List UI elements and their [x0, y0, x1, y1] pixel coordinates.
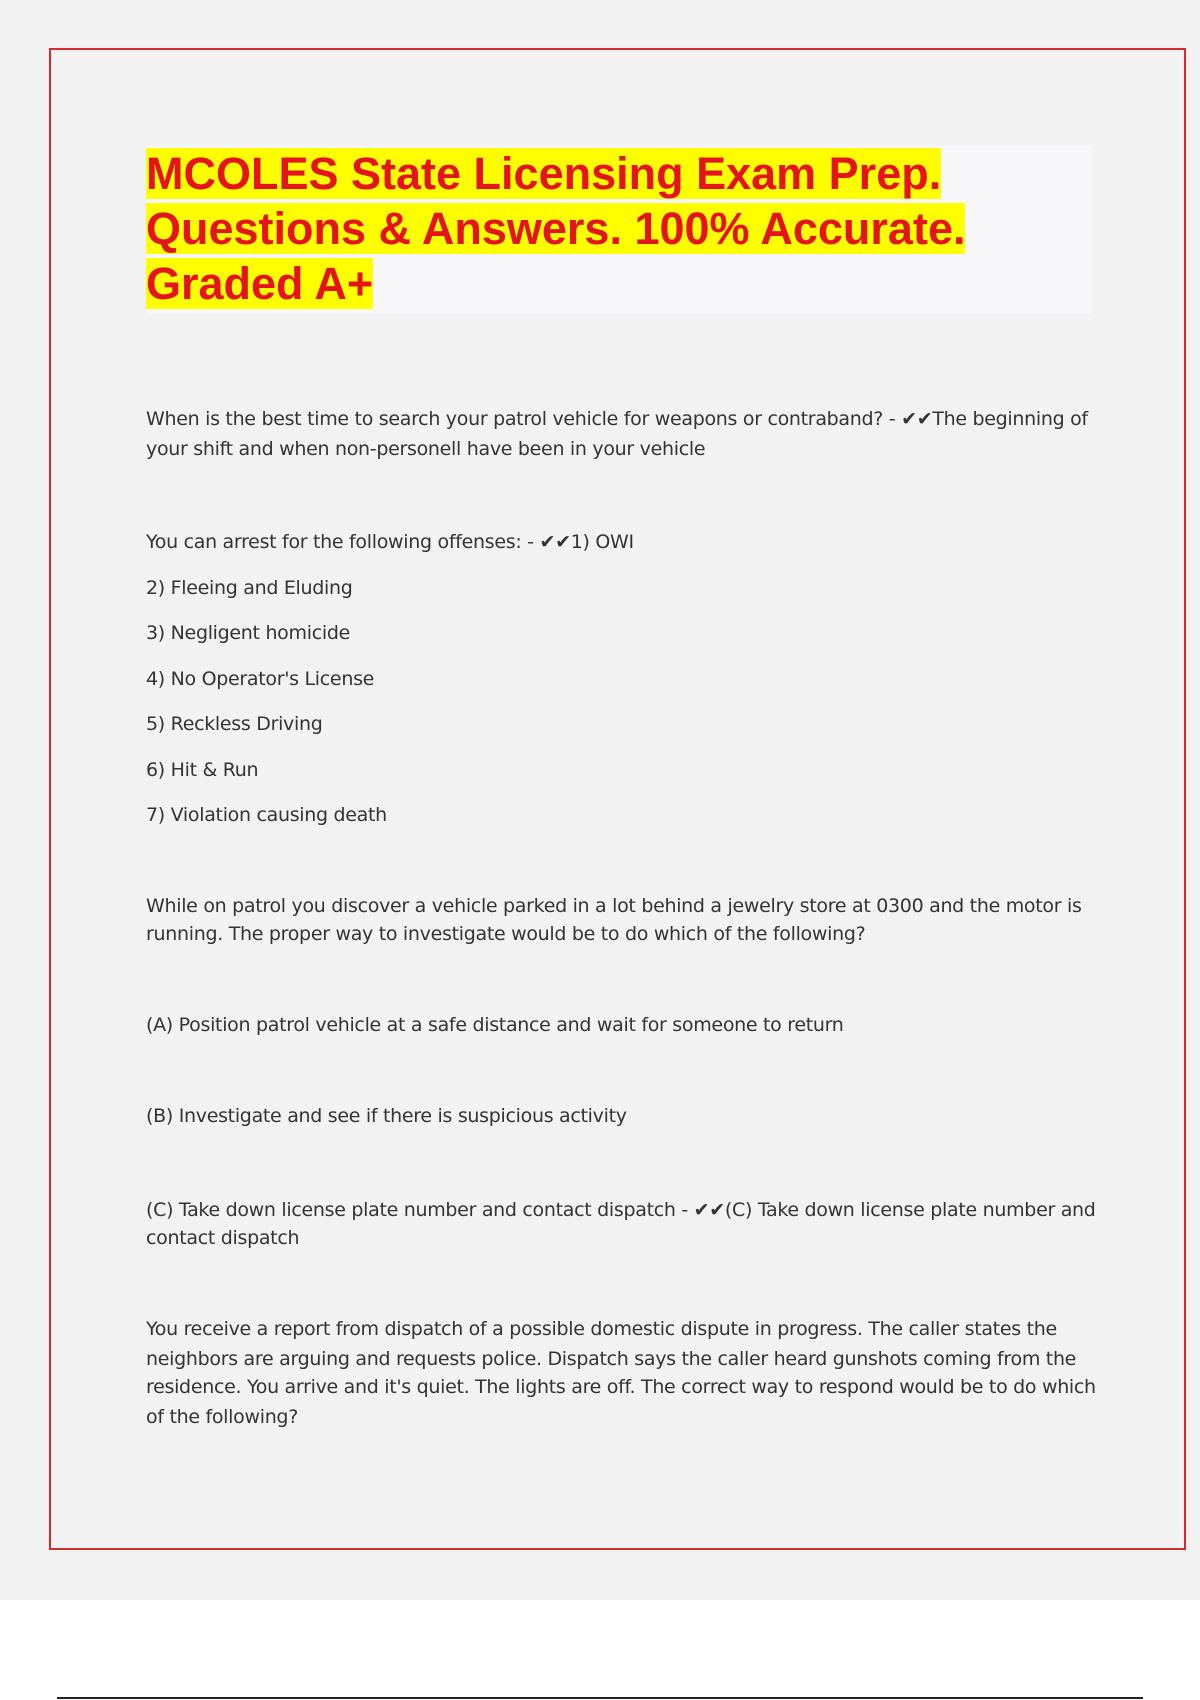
list-item: 5) Reckless Driving	[146, 713, 323, 735]
qa4-line-1: You receive a report from dispatch of a possible domestic dispute in progress. The caller states the	[146, 1318, 1057, 1340]
qa3-option-c-line-2: contact dispatch	[146, 1227, 300, 1249]
qa2-question: You can arrest for the following offenses: - ✔✔1) OWI	[146, 531, 634, 553]
qa4-line-4: of the following?	[146, 1406, 298, 1428]
qa3-line-1: While on patrol you discover a vehicle parked in a lot behind a jewelry store at 0300 and the motor is	[146, 895, 1082, 917]
qa3-option-c-line-1: (C) Take down license plate number and contact dispatch - ✔✔(C) Take down license plate number and	[146, 1199, 1096, 1221]
qa1-line-2: your shift and when non-personell have been in your vehicle	[146, 438, 706, 460]
qa4-line-2: neighbors are arguing and requests police. Dispatch says the caller heard gunshots coming from the	[146, 1348, 1077, 1370]
qa4-line-3: residence. You arrive and it's quiet. The lights are off. The correct way to respond would be to do which	[146, 1376, 1096, 1398]
list-item: 6) Hit & Run	[146, 759, 259, 781]
qa3-line-2: running. The proper way to investigate would be to do which of the following?	[146, 923, 866, 945]
qa3-option-a: (A) Position patrol vehicle at a safe distance and wait for someone to return	[146, 1014, 844, 1036]
title-block	[146, 146, 1092, 314]
list-item: 4) No Operator's License	[146, 668, 375, 690]
title-line-2: Questions & Answers. 100% Accurate.	[146, 203, 966, 254]
document-title	[146, 146, 1092, 311]
footer-divider	[57, 1697, 1143, 1699]
title-line-1: MCOLES State Licensing Exam Prep.	[146, 148, 942, 199]
qa3-option-b: (B) Investigate and see if there is suspicious activity	[146, 1105, 627, 1127]
qa1-line-1: When is the best time to search your patrol vehicle for weapons or contraband? - ✔✔The beginning of	[146, 408, 1088, 430]
list-item: 7) Violation causing death	[146, 804, 387, 826]
title-line-3: Graded A+	[146, 258, 374, 309]
list-item: 2) Fleeing and Eluding	[146, 577, 353, 599]
list-item: 3) Negligent homicide	[146, 622, 350, 644]
